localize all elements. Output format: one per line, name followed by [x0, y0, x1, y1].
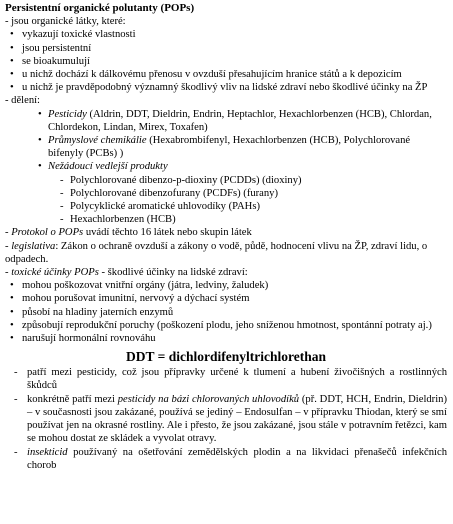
protocol-prefix: -: [5, 227, 12, 239]
ddt-p2-a: konkrétně patří mezi: [27, 393, 118, 405]
protocol-line: [5, 226, 447, 239]
protocol-text: uvádí těchto 16 látek nebo skupin látek: [83, 227, 252, 239]
division-label: - dělení:: [5, 95, 41, 107]
ddt-p3-text: používaný na ošetřování zemědělských plodin a na likvidaci přenašečů infekčních chorob: [27, 446, 447, 471]
toxic-item: • narušují hormonální rovnováhu: [5, 332, 447, 345]
legislation-text: : Zákon o ochraně ovzduší a zákony o vodě, půdě, hodnocení vlivu na ŽP, zdraví lidu, o odpadech.: [5, 240, 428, 265]
ddt-paragraph-3: [5, 446, 447, 472]
byproduct-item: - Hexachlorbenzen (HCB): [5, 213, 447, 226]
ddt-p2-term: pesticidy na bázi chlorovaných uhlovodíků: [117, 393, 300, 405]
division-industrial: [5, 134, 447, 160]
toxic-text: - škodlivé účinky na lidské zdraví:: [98, 267, 248, 279]
division-pesticides: [5, 108, 447, 134]
property-item: • jsou persistentní: [5, 42, 447, 55]
intro-line: - jsou organické látky, které:: [5, 16, 126, 28]
toxic-prefix: -: [5, 267, 12, 279]
toxic-item: • mohou porušovat imunitní, nervový a dýchací systém: [5, 292, 447, 305]
byproduct-item: - Polychlorované dibenzo-p-dioxiny (PCDDs) (dioxiny): [5, 174, 447, 187]
property-item: • se bioakumulují: [5, 55, 447, 68]
division-byproducts: [5, 160, 447, 173]
toxic-item: • působí na hladiny jaterních enzymů: [5, 306, 447, 319]
property-item: • u nichž je pravděpodobný významný škodlivý vliv na lidské zdraví nebo škodlivé účinky na ŽP: [5, 81, 447, 94]
legislation-line: [5, 240, 447, 266]
byproducts-term: Nežádoucí vedlejší produkty: [48, 161, 168, 173]
toxic-item: • mohou poškozovat vnitřní orgány (játra, ledviny, žaludek): [5, 279, 447, 292]
pesticides-term: Pesticidy: [48, 108, 87, 120]
toxic-term: toxické účinky POPs: [11, 267, 99, 279]
page-title: Persistentní organické polutanty (POPs): [5, 2, 195, 14]
legislation-term: legislativa: [11, 240, 56, 252]
property-item: • u nichž dochází k dálkovému přenosu v ovzduší přesahujícím hranice států a k depozicím: [5, 68, 447, 81]
ddt-paragraph-1: - patří mezi pesticidy, což jsou přípravky určené k tlumení a hubení živočišných a rostlinných škůdců: [5, 366, 447, 392]
legislation-prefix: -: [5, 240, 12, 252]
pesticides-text: (Aldrin, DDT, Dieldrin, Endrin, Heptachlor, Hexachlorbenzen (HCB), Chlordan, Chlordekon, Lindan, Mirex, Toxafen): [48, 108, 432, 133]
property-item: • vykazují toxické vlastnosti: [5, 28, 447, 41]
toxic-item: • způsobují reprodukční poruchy (poškození plodu, jeho sníženou hmotnost, spontánní potraty aj.): [5, 319, 447, 332]
toxic-line: [5, 266, 447, 279]
ddt-p3-term: insekticid: [27, 446, 68, 458]
byproduct-item: - Polycyklické aromatické uhlovodíky (PAHs): [5, 200, 447, 213]
industrial-text: (Hexabrombifenyl, Hexachlorbenzen (HCB), Polychlorované bifenyly (PCBs) ): [48, 135, 411, 160]
byproduct-item: - Polychlorované dibenzofurany (PCDFs) (furany): [5, 187, 447, 200]
protocol-term: Protokol o POPs: [11, 227, 84, 239]
ddt-heading: DDT = dichlordifenyltrichlorethan: [126, 349, 326, 365]
ddt-p2-b: (př. DDT, HCH, Endrin, Dieldrin) – v současnosti jsou zakázané, používá se jediný – Endosulfan – v přípravku Thiodan, který se smí používat jen na okrasné rostliny. Ale i přesto, že jsou zakázané, jsou stále v potravním řetězci, kam se mohou dostat ze skládek a vyvolat otravy.: [27, 393, 447, 445]
ddt-paragraph-2: [5, 393, 447, 446]
industrial-term: Průmyslové chemikálie: [48, 135, 147, 147]
